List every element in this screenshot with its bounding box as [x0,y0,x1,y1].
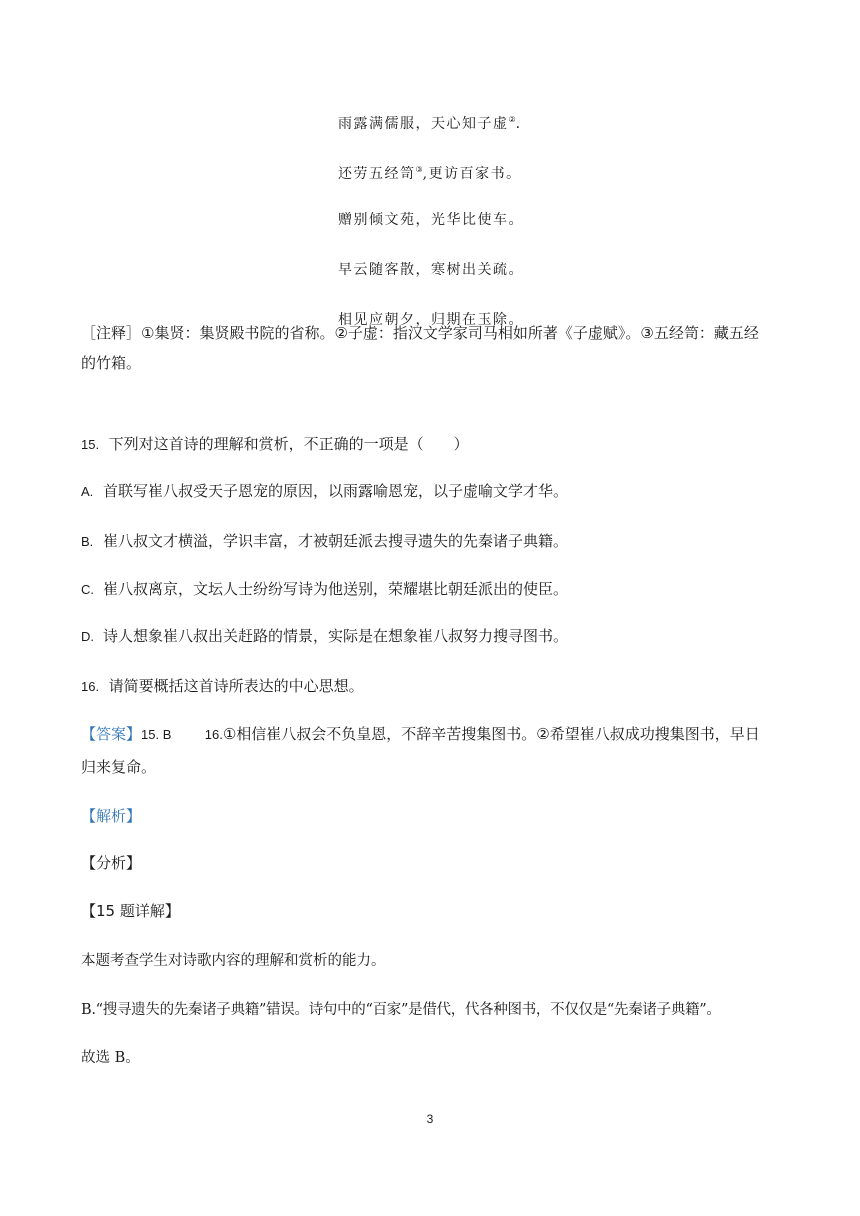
poem-line-2: 还劳五经笥③,更访百家书。 [338,165,522,182]
answer-line-1 [81,718,781,751]
page-number: 3 [426,1112,434,1126]
poem-line-5: 相见应朝夕，归期在玉除。 [338,312,524,328]
poem-line-3: 赠别倾文苑，光华比使车。 [338,212,524,228]
question-number: 16. [81,679,100,694]
poem-line-4: 早云随客散，寒树出关疏。 [338,262,524,278]
fenxi-heading: 【分析】 [81,854,142,872]
answer-tag: 【答案】 [81,725,142,743]
poem-line-1: 雨露满儒服，天心知子虚②. [338,115,522,132]
answer-line-2: 归来复命。 [81,758,157,776]
footnote-marker: ③ [415,165,423,174]
question-15-stem: 15. 下列对这首诗的理解和赏析，不正确的一项是（ ） [81,435,469,453]
answer-16-number: 16. [204,727,223,742]
option-label: B. [81,534,94,549]
footnote-marker: ② [508,115,516,124]
option-c: C. 崔八叔离京，文坛人士纷纷写诗为他送别，荣耀堪比朝廷派出的使臣。 [81,575,781,604]
option-label: D. [81,629,94,644]
analysis-tag: 【解析】 [81,807,142,825]
question-16-stem: 16. 请简要概括这首诗所表达的中心思想。 [81,677,364,695]
analysis-paragraph-3: 故选 B。 [81,1050,140,1066]
answer-16-text: ①相信崔八叔会不负皇恩，不辞辛苦搜集图书。②希望崔八叔成功搜集图书，早日 [222,725,760,743]
analysis-paragraph-2: B.“搜寻遗失的先秦诸子典籍”错误。诗句中的“百家”是借代，代各种图书，不仅仅是“先秦诸子典籍”。 [81,1002,721,1018]
note-line-1: ［注释］①集贤：集贤殿书院的省称。②子虚：指汉文学家司马相如所著《子虚赋》。③五经笥：藏五经 [81,324,759,342]
analysis-paragraph-1: 本题考查学生对诗歌内容的理解和赏析的能力。 [81,953,386,969]
option-b: B. 崔八叔文才横溢，学识丰富，才被朝廷派去搜寻遗失的先秦诸子典籍。 [81,527,781,556]
question-number: 15. [81,437,100,452]
answer-15: 15. B [141,727,172,742]
annotation-note [81,318,781,378]
detail-heading: 【15 题详解】 [81,902,180,920]
option-label: A. [81,484,94,499]
answer-block [81,718,781,783]
option-d: D. 诗人想象崔八叔出关赶路的情景，实际是在想象崔八叔努力搜寻图书。 [81,622,781,651]
option-a: A. 首联写崔八叔受天子恩宠的原因，以雨露喻恩宠，以子虚喻文学才华。 [81,477,781,506]
note-line-2: 的竹箱。 [81,354,142,372]
option-label: C. [81,582,94,597]
